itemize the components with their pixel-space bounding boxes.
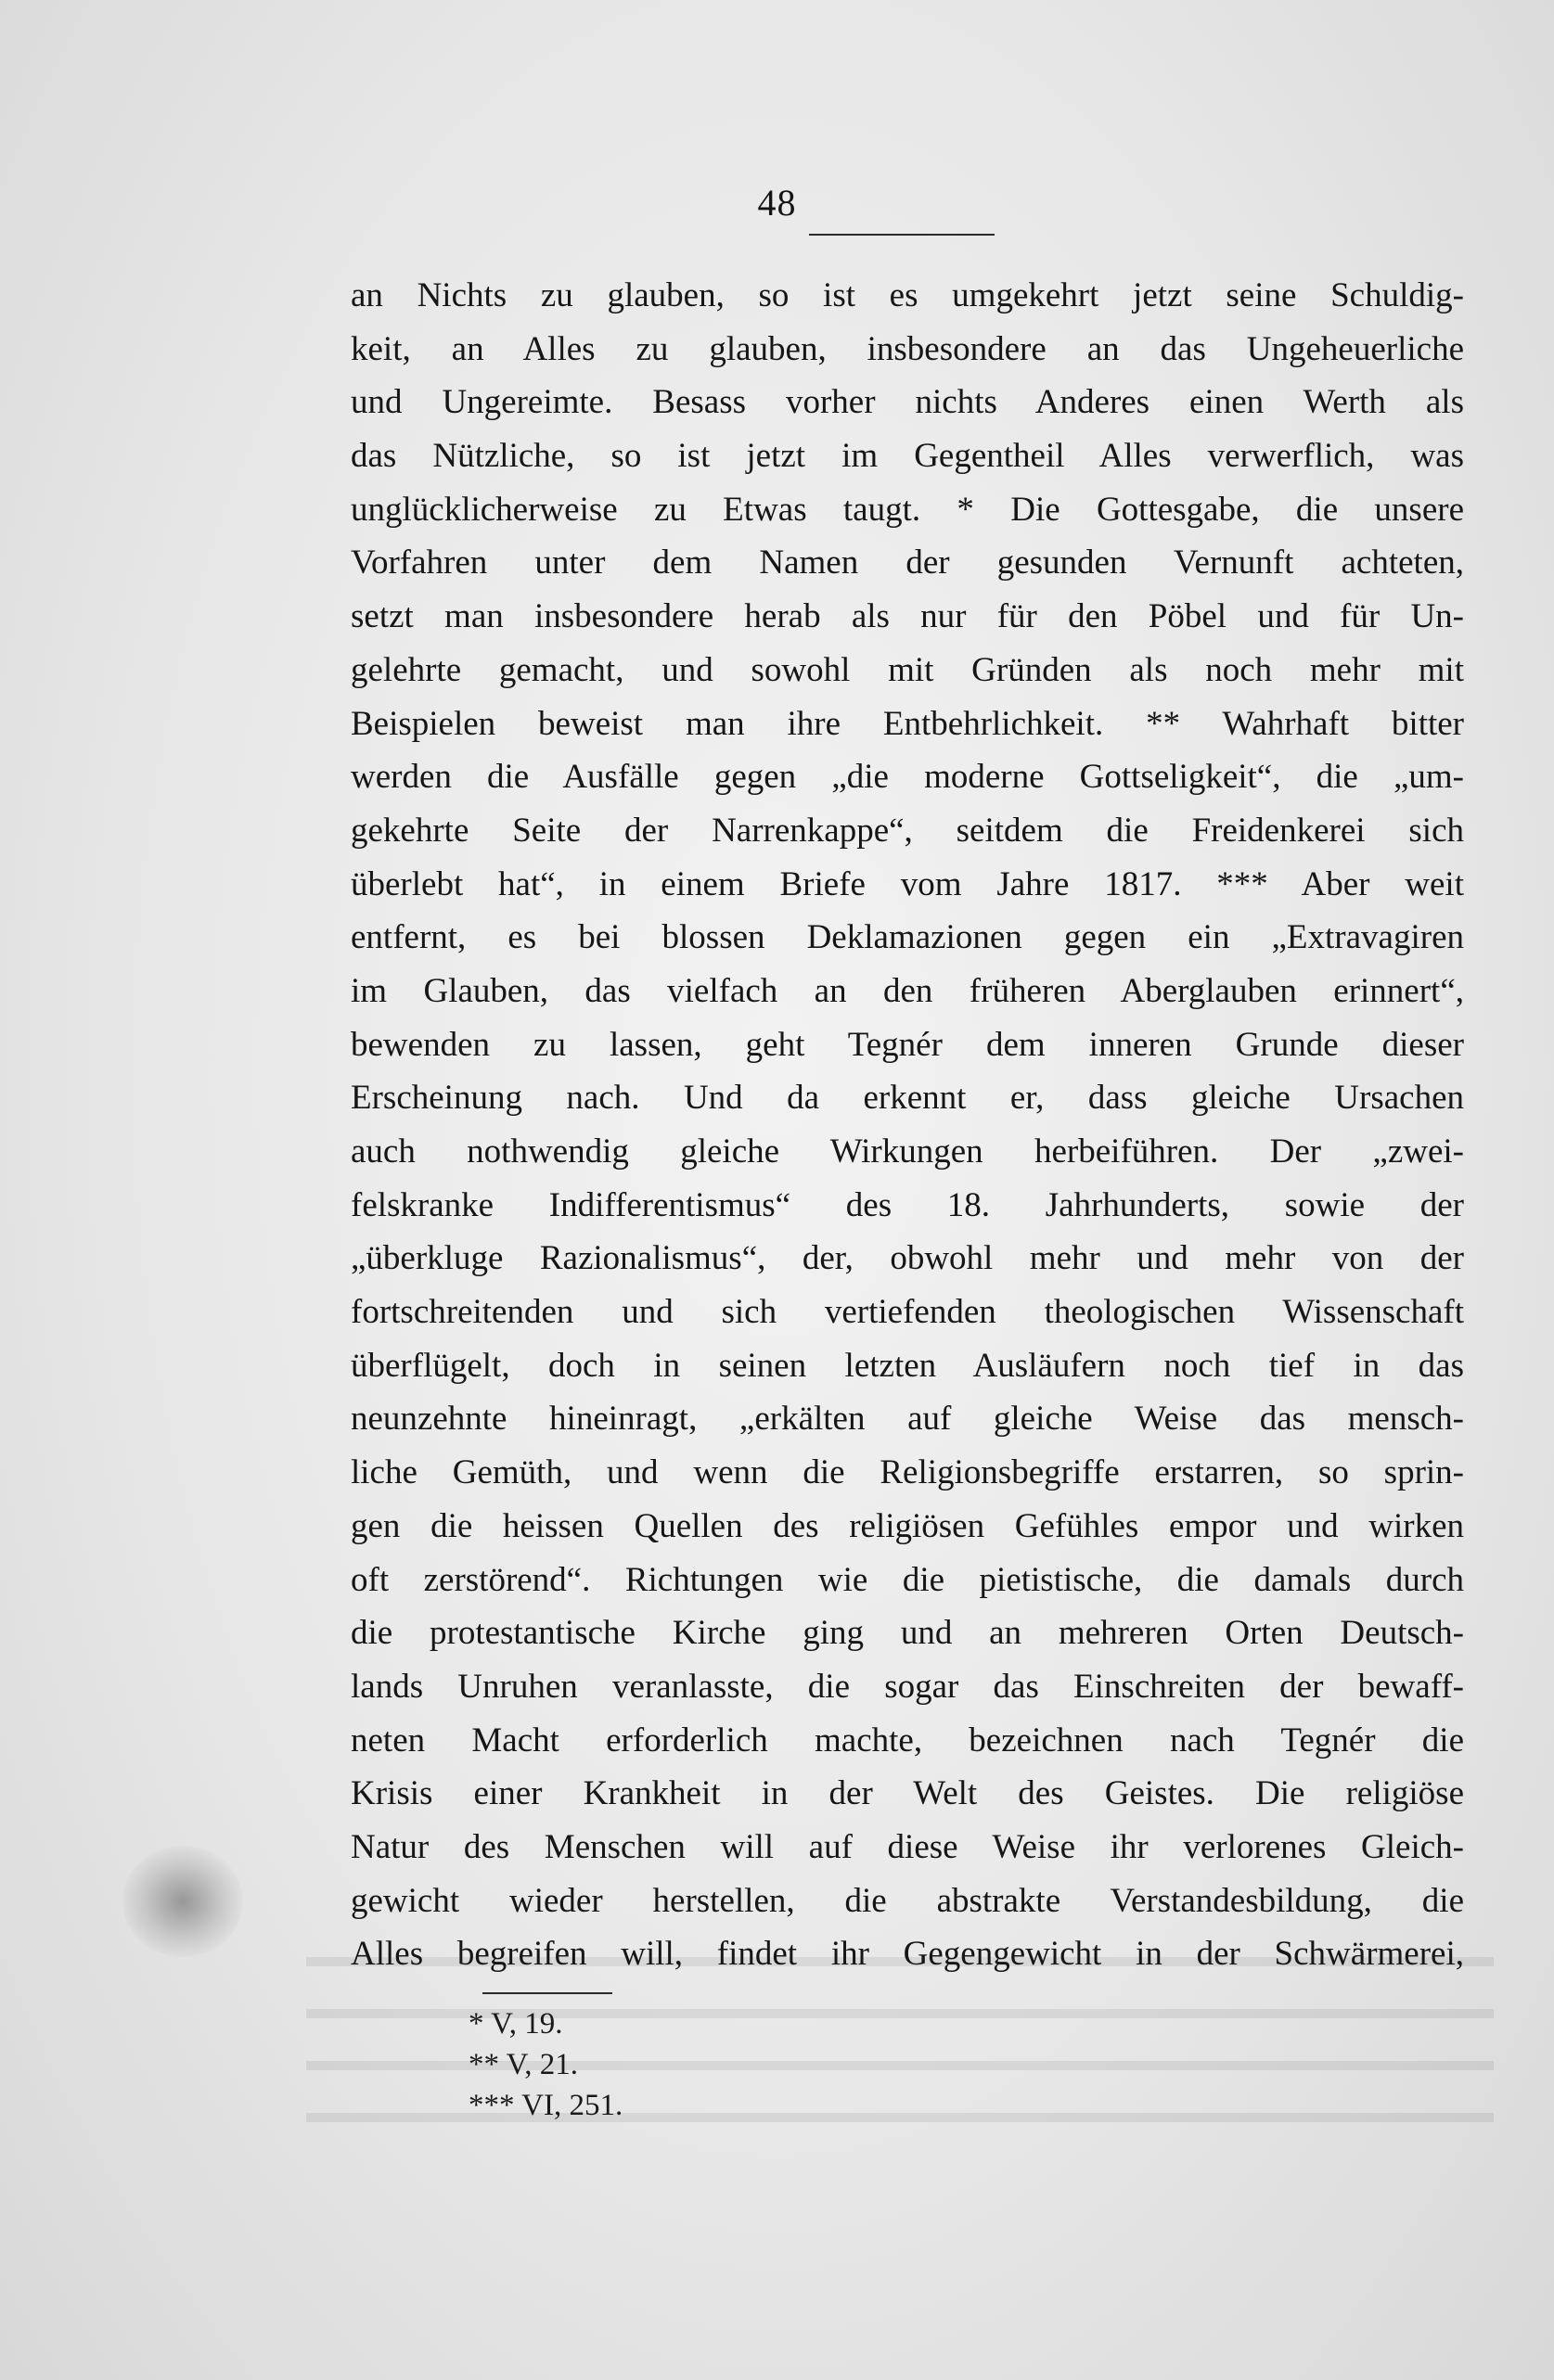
text-line: Natur des Menschen will auf diese Weise ihr verlorenes Gleich-: [351, 1827, 1464, 1866]
text-line: Krisis einer Krankheit in der Welt des Geistes. Die religiöse: [351, 1774, 1464, 1813]
text-line: und Ungereimte. Besass vorher nichts Anderes einen Werth als: [351, 383, 1464, 422]
footnote: * V, 19.: [469, 2007, 563, 2041]
page-number: 48: [757, 182, 797, 224]
text-line: gelehrte gemacht, und sowohl mit Gründen als noch mehr mit: [351, 650, 1464, 689]
text-line: gewicht wieder herstellen, die abstrakte Verstandesbildung, die: [351, 1881, 1464, 1920]
text-line: werden die Ausfälle gegen „die moderne Gottseligkeit“, die „um-: [351, 758, 1464, 797]
footnote: *** VI, 251.: [469, 2089, 623, 2122]
text-line: bewenden zu lassen, geht Tegnér dem inneren Grunde dieser: [351, 1025, 1464, 1064]
text-line: die protestantische Kirche ging und an mehreren Orten Deutsch-: [351, 1614, 1464, 1653]
header-rule: [809, 234, 995, 236]
text-line: neten Macht erforderlich machte, bezeichnen nach Tegnér die: [351, 1721, 1464, 1759]
text-line: Vorfahren unter dem Namen der gesunden Vernunft achteten,: [351, 544, 1464, 582]
text-line: an Nichts zu glauben, so ist es umgekehrt jetzt seine Schuldig-: [351, 276, 1464, 314]
footnote: ** V, 21.: [469, 2048, 578, 2081]
body-text: [351, 269, 1464, 1981]
text-line: entfernt, es bei blossen Deklamazionen gegen ein „Extravagiren: [351, 918, 1464, 957]
text-line: lands Unruhen veranlasste, die sogar das Einschreiten der bewaff-: [351, 1667, 1464, 1706]
text-line: Alles begreifen will, findet ihr Gegengewicht in der Schwärmerei,: [351, 1935, 1464, 1974]
text-line: auch nothwendig gleiche Wirkungen herbeiführen. Der „zwei-: [351, 1132, 1464, 1171]
text-line: im Glauben, das vielfach an den früheren Aberglauben erinnert“,: [351, 971, 1464, 1010]
text-line: überlebt hat“, in einem Briefe vom Jahre 1817. *** Aber weit: [351, 864, 1464, 903]
text-line: setzt man insbesondere herab als nur für den Pöbel und für Un-: [351, 597, 1464, 636]
text-line: felskranke Indifferentismus“ des 18. Jahrhunderts, sowie der: [351, 1185, 1464, 1224]
text-line: „überkluge Razionalismus“, der, obwohl mehr und mehr von der: [351, 1239, 1464, 1278]
footnote-rule: [482, 1992, 612, 1994]
text-line: unglücklicherweise zu Etwas taugt. * Die Gottesgabe, die unsere: [351, 490, 1464, 529]
text-line: keit, an Alles zu glauben, insbesondere an das Ungeheuerliche: [351, 329, 1464, 368]
text-line: gekehrte Seite der Narrenkappe“, seitdem die Freidenkerei sich: [351, 811, 1464, 850]
footnotes: [469, 2003, 623, 2126]
text-line: liche Gemüth, und wenn die Religionsbegriffe erstarren, so sprin-: [351, 1453, 1464, 1492]
text-line: neunzehnte hineinragt, „erkälten auf gleiche Weise das mensch-: [351, 1400, 1464, 1439]
text-line: gen die heissen Quellen des religiösen Gefühles empor und wirken: [351, 1506, 1464, 1545]
text-line: das Nützliche, so ist jetzt im Gegentheil Alles verwerflich, was: [351, 437, 1464, 476]
text-line: oft zerstörend“. Richtungen wie die pietistische, die damals durch: [351, 1560, 1464, 1599]
text-line: überflügelt, doch in seinen letzten Ausläufern noch tief in das: [351, 1346, 1464, 1385]
ink-smudge: [122, 1846, 243, 1957]
text-line: Beispielen beweist man ihre Entbehrlichkeit. ** Wahrhaft bitter: [351, 704, 1464, 743]
text-line: fortschreitenden und sich vertiefenden theologischen Wissenschaft: [351, 1293, 1464, 1332]
text-line: Erscheinung nach. Und da erkennt er, dass gleiche Ursachen: [351, 1079, 1464, 1118]
